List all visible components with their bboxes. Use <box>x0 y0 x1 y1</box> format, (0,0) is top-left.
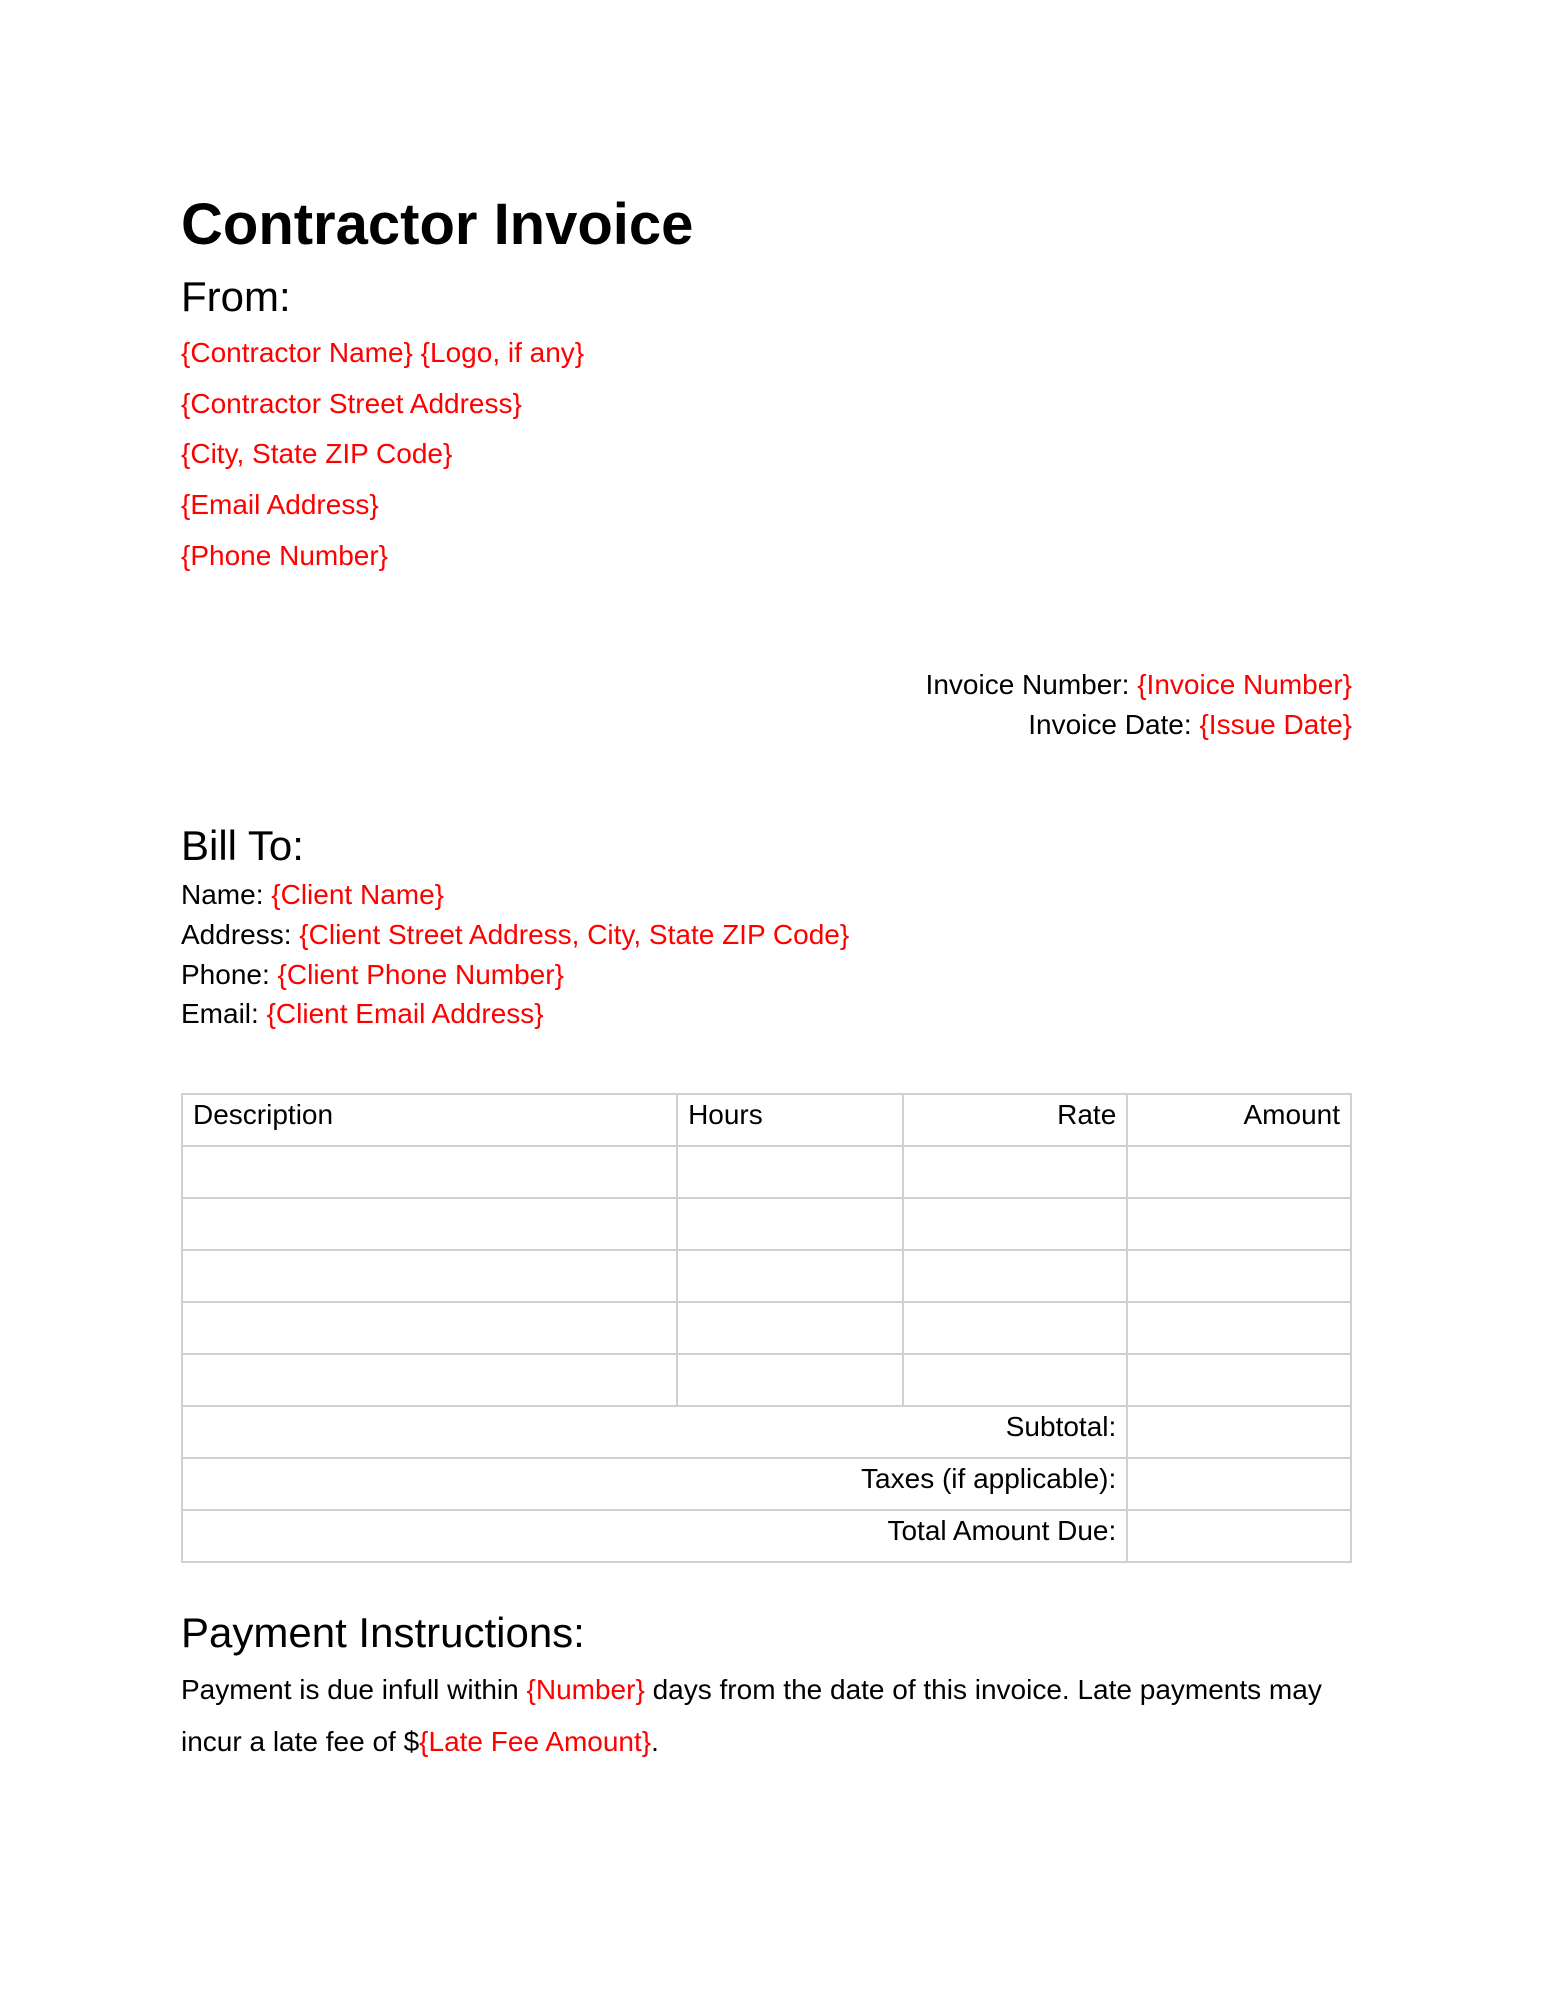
invoice-date-label: Invoice Date: <box>1028 709 1192 740</box>
client-email-line <box>181 994 544 1034</box>
cell[interactable] <box>677 1354 903 1406</box>
contractor-city: {City, State ZIP Code} <box>181 438 453 469</box>
cell[interactable] <box>182 1354 677 1406</box>
page-title: Contractor Invoice <box>181 192 694 257</box>
cell[interactable] <box>677 1198 903 1250</box>
cell[interactable] <box>677 1146 903 1198</box>
subtotal-row <box>182 1406 1351 1458</box>
client-email-label: Email: <box>181 998 259 1029</box>
subtotal-label: Subtotal: <box>182 1406 1127 1458</box>
invoice-date-value: {Issue Date} <box>1199 709 1352 740</box>
client-name-label: Name: <box>181 879 264 910</box>
cell[interactable] <box>677 1302 903 1354</box>
header-rate: Rate <box>903 1094 1128 1146</box>
cell[interactable] <box>903 1302 1128 1354</box>
contractor-street: {Contractor Street Address} <box>181 388 522 419</box>
client-address-line <box>181 915 849 955</box>
contractor-name-line <box>181 333 584 373</box>
invoice-date-line <box>1028 705 1352 745</box>
cell[interactable] <box>1127 1354 1351 1406</box>
table-row <box>182 1302 1351 1354</box>
payment-text-part: days from the date of this invoice. Late payments may incur a late fee of $ <box>181 1674 1322 1757</box>
contractor-logo: {Logo, if any} <box>420 337 585 368</box>
client-name-value: {Client Name} <box>271 879 445 910</box>
cell[interactable] <box>182 1250 677 1302</box>
contractor-email: {Email Address} <box>181 489 379 520</box>
taxes-value[interactable] <box>1127 1458 1351 1510</box>
contractor-phone: {Phone Number} <box>181 540 389 571</box>
client-phone-value: {Client Phone Number} <box>277 959 564 990</box>
total-row <box>182 1510 1351 1562</box>
header-amount: Amount <box>1127 1094 1351 1146</box>
subtotal-value[interactable] <box>1127 1406 1351 1458</box>
client-address-value: {Client Street Address, City, State ZIP Code} <box>299 919 850 950</box>
cell[interactable] <box>1127 1302 1351 1354</box>
cell[interactable] <box>182 1302 677 1354</box>
cell[interactable] <box>1127 1250 1351 1302</box>
client-name-line <box>181 875 444 915</box>
line-items-table <box>181 1093 1352 1563</box>
payment-text <box>181 1664 1361 1768</box>
client-address-label: Address: <box>181 919 292 950</box>
invoice-number-label: Invoice Number: <box>925 669 1130 700</box>
cell[interactable] <box>903 1354 1128 1406</box>
table-row <box>182 1146 1351 1198</box>
table-row <box>182 1250 1351 1302</box>
cell[interactable] <box>182 1146 677 1198</box>
client-phone-label: Phone: <box>181 959 270 990</box>
invoice-number-line <box>926 665 1352 705</box>
cell[interactable] <box>182 1198 677 1250</box>
taxes-row <box>182 1458 1351 1510</box>
cell[interactable] <box>903 1198 1128 1250</box>
total-label: Total Amount Due: <box>182 1510 1127 1562</box>
cell[interactable] <box>903 1146 1128 1198</box>
invoice-number-value: {Invoice Number} <box>1137 669 1352 700</box>
payment-days-value: {Number} <box>526 1674 645 1705</box>
taxes-label: Taxes (if applicable): <box>182 1458 1127 1510</box>
cell[interactable] <box>1127 1146 1351 1198</box>
client-email-value: {Client Email Address} <box>266 998 544 1029</box>
cell[interactable] <box>903 1250 1128 1302</box>
bill-to-heading: Bill To: <box>181 822 304 869</box>
cell[interactable] <box>1127 1198 1351 1250</box>
table-header-row <box>182 1094 1351 1146</box>
contractor-name: {Contractor Name} <box>181 337 413 368</box>
from-heading: From: <box>181 273 291 320</box>
table-row <box>182 1354 1351 1406</box>
payment-text-part: Payment is due infull within <box>181 1674 527 1705</box>
late-fee-value: {Late Fee Amount} <box>419 1726 652 1757</box>
table-row <box>182 1198 1351 1250</box>
total-value[interactable] <box>1127 1510 1351 1562</box>
cell[interactable] <box>677 1250 903 1302</box>
header-description: Description <box>182 1094 677 1146</box>
payment-text-part: . <box>651 1726 659 1757</box>
payment-heading: Payment Instructions: <box>181 1609 585 1656</box>
header-hours: Hours <box>677 1094 903 1146</box>
client-phone-line <box>181 955 564 995</box>
